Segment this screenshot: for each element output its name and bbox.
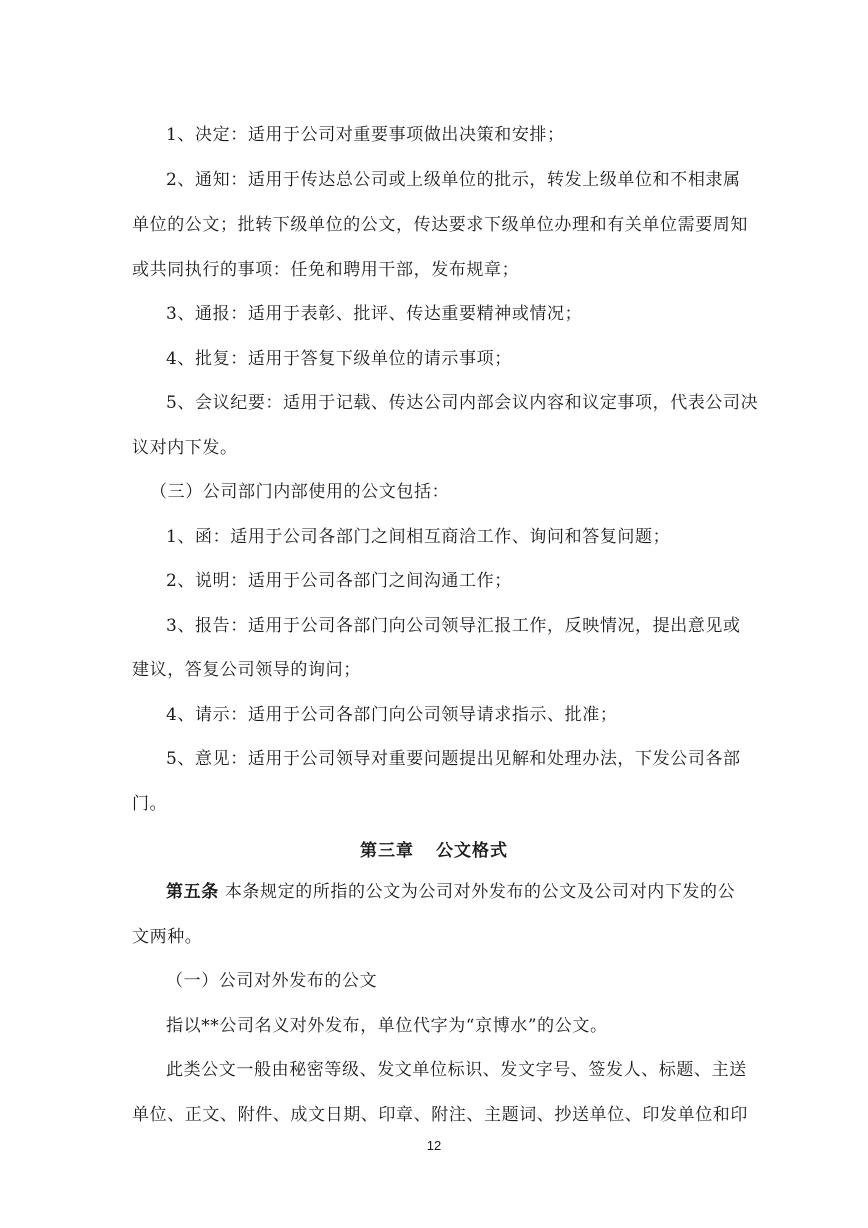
item-decision: 1、决定：适用于公司对重要事项做出决策和安排； (166, 125, 565, 145)
item-reply: 4、批复：适用于答复下级单位的请示事项； (166, 349, 512, 369)
article-5-label: 第五条 (166, 882, 219, 902)
item-notice: 2、通知：适用于传达总公司或上级单位的批示，转发上级单位和不相隶属 (166, 170, 741, 190)
chapter-title: 公文格式 (436, 841, 508, 861)
item-minutes-cont: 议对内下发。 (132, 438, 238, 458)
item-minutes: 5、会议纪要：适用于记载、传达公司内部会议内容和议定事项，代表公司决 (166, 393, 759, 413)
chapter-heading (0, 836, 868, 861)
article-5-cont: 文两种。 (132, 927, 203, 947)
item-opinion-cont: 门。 (132, 794, 168, 814)
item-letter: 1、函：适用于公司各部门之间相互商洽工作、询问和答复问题； (166, 527, 671, 547)
section-external-heading: （一）公司对外发布的公文 (166, 971, 378, 991)
page-number: 12 (426, 1138, 442, 1153)
item-request: 4、请示：适用于公司各部门向公司领导请求指示、批准； (166, 705, 618, 725)
item-explanation: 2、说明：适用于公司各部门之间沟通工作； (166, 571, 512, 591)
section-external-p2-cont: 单位、正文、附件、成文日期、印章、附注、主题词、抄送单位、印发单位和印 (132, 1105, 748, 1125)
chapter-number: 第三章 (360, 841, 414, 861)
item-bulletin: 3、通报：适用于表彰、批评、传达重要精神或情况； (166, 304, 583, 324)
item-opinion: 5、意见：适用于公司领导对重要问题提出见解和处理办法，下发公司各部 (166, 749, 741, 769)
item-report: 3、报告：适用于公司各部门向公司领导汇报工作，反映情况，提出意见或 (166, 616, 741, 636)
article-5-text: 本条规定的所指的公文为公司对外发布的公文及公司对内下发的公 (218, 882, 736, 902)
section-external-p2: 此类公文一般由秘密等级、发文单位标识、发文字号、签发人、标题、主送 (166, 1060, 747, 1080)
item-notice-cont-2: 或共同执行的事项：任免和聘用干部，发布规章； (132, 260, 520, 280)
section-internal-heading: （三）公司部门内部使用的公文包括： (150, 482, 450, 502)
item-notice-cont-1: 单位的公文；批转下级单位的公文，传达要求下级单位办理和有关单位需要周知 (132, 215, 748, 235)
item-report-cont: 建议，答复公司领导的询问； (132, 660, 361, 680)
article-5 (166, 880, 786, 904)
section-external-p1: 指以**公司名义对外发布，单位代字为“京博水”的公文。 (166, 1016, 608, 1036)
